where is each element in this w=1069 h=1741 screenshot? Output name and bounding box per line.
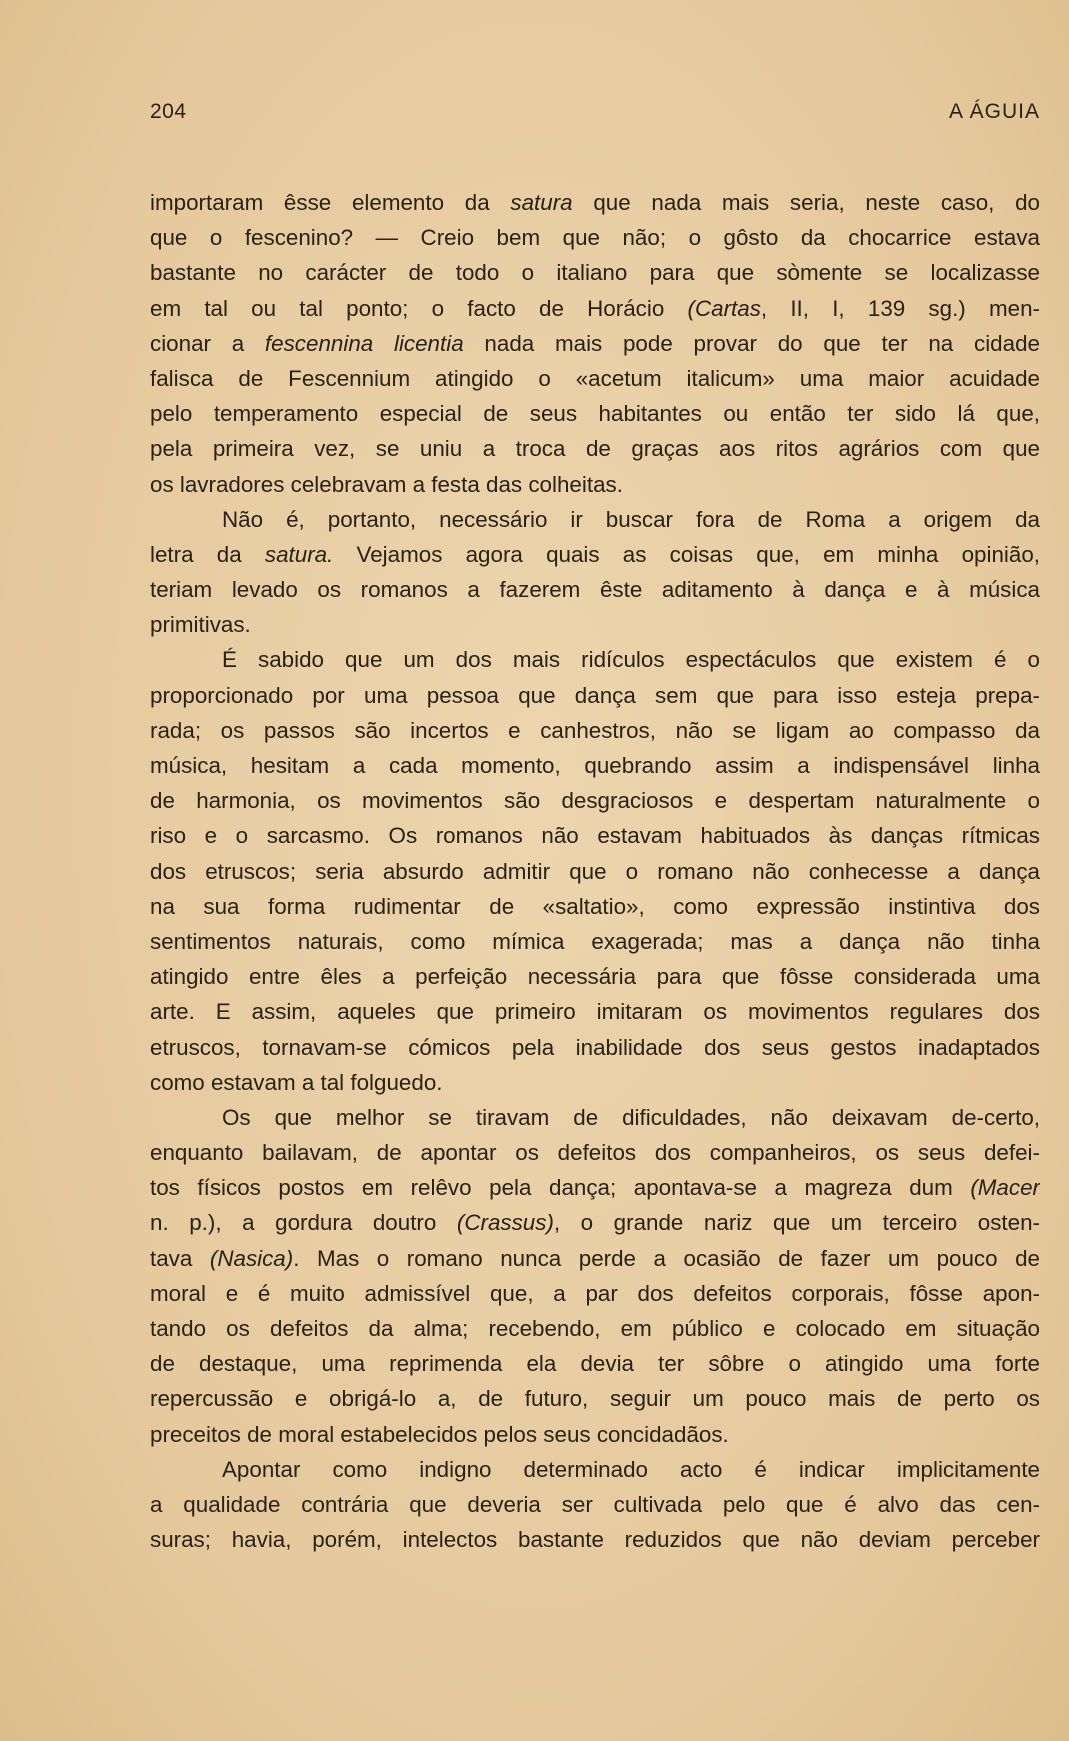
text-line <box>150 467 1040 502</box>
text-line <box>150 326 1040 361</box>
text-segment: enquanto bailavam, de apontar os defeitos dos companheiros, os seus defei- <box>150 1140 1040 1166</box>
italic-text: (Nasica) <box>209 1245 294 1271</box>
text-line <box>150 678 1040 713</box>
text-line <box>150 1205 1040 1240</box>
text-line <box>150 854 1040 889</box>
text-line <box>150 959 1040 994</box>
text-line <box>150 537 1040 572</box>
text-line <box>150 1311 1040 1346</box>
italic-text: fescennina licentia <box>264 330 464 356</box>
text-segment: primitivas. <box>150 612 251 638</box>
text-segment: de destaque, uma reprimenda ela devia ter sôbre o atingido uma forte <box>150 1351 1040 1377</box>
italic-text: satura <box>510 190 573 215</box>
text-segment: proporcionado por uma pessoa que dança sem que para isso esteja prepa- <box>150 682 1040 708</box>
text-line <box>150 361 1040 396</box>
text-segment: É sabido que um dos mais ridículos espectáculos que existem é o <box>222 647 1040 673</box>
text-segment: moral e é muito admissível que, a par dos defeitos corporais, fôsse apon- <box>150 1280 1040 1306</box>
text-segment: dos etruscos; seria absurdo admitir que o romano não conhecesse a dança <box>150 858 1040 884</box>
text-segment: letra da <box>150 541 265 567</box>
text-segment: importaram êsse elemento da <box>150 190 511 215</box>
text-line <box>150 1346 1040 1381</box>
text-segment: tando os defeitos da alma; recebendo, em público e colocado em situação <box>150 1316 1040 1341</box>
text-segment: Vejamos agora quais as coisas que, em minha opinião, <box>333 541 1040 567</box>
text-line <box>150 642 1040 677</box>
page-header <box>150 100 1040 130</box>
text-segment: a qualidade contrária que deveria ser cultivada pelo que é alvo das cen- <box>150 1491 1040 1517</box>
text-segment: tos físicos postos em relêvo pela dança; apontava-se a magreza dum <box>150 1175 971 1201</box>
text-segment: bastante no carácter de todo o italiano para que sòmente se localizasse <box>150 260 1040 286</box>
text-segment: . Mas o romano nunca perde a ocasião de fazer um pouco de <box>293 1245 1040 1271</box>
text-line <box>150 783 1040 818</box>
text-segment: tava <box>150 1245 210 1271</box>
text-line <box>150 607 1040 642</box>
text-line <box>150 502 1040 537</box>
text-segment: , II, I, 139 sg.) men- <box>760 295 1040 321</box>
text-segment: que nada mais seria, neste caso, do <box>572 190 1040 215</box>
text-line <box>150 889 1040 924</box>
text-segment: nada mais pode provar do que ter na cidade <box>463 330 1040 356</box>
text-segment: em tal ou tal ponto; o facto de Horácio <box>150 295 688 321</box>
text-line <box>150 1030 1040 1065</box>
text-segment: Não é, portanto, necessário ir buscar fora de Roma a origem da <box>222 506 1040 532</box>
text-segment: etruscos, tornavam-se cómicos pela inabilidade dos seus gestos inadaptados <box>150 1034 1040 1060</box>
text-line <box>150 1065 1040 1100</box>
text-segment: , o grande nariz que um terceiro osten- <box>553 1210 1040 1236</box>
italic-text: (Macer <box>970 1175 1040 1201</box>
text-line <box>150 1241 1040 1276</box>
text-segment: como estavam a tal folguedo. <box>150 1069 443 1095</box>
page-number: 204 <box>150 100 187 123</box>
text-line <box>150 748 1040 783</box>
text-segment: rada; os passos são incertos e canhestros, não se ligam ao compasso da <box>150 717 1040 743</box>
text-segment: sentimentos naturais, como mímica exagerada; mas a dança não tinha <box>150 928 1040 954</box>
text-segment: Apontar como indigno determinado acto é indicar implicitamente <box>222 1456 1040 1482</box>
text-segment: repercussão e obrigá-lo a, de futuro, seguir um pouco mais de perto os <box>150 1386 1040 1412</box>
text-line <box>150 1170 1040 1205</box>
text-segment: cionar a <box>150 330 265 356</box>
text-line <box>150 1452 1040 1487</box>
italic-text: (Crassus) <box>456 1210 554 1236</box>
text-line <box>150 220 1040 255</box>
text-line <box>150 713 1040 748</box>
italic-text: satura. <box>264 541 334 567</box>
body-text <box>150 185 1040 1557</box>
text-segment: de harmonia, os movimentos são desgraciosos e despertam naturalmente o <box>150 788 1040 814</box>
running-title: A ÁGUIA <box>948 100 1040 123</box>
text-segment: atingido entre êles a perfeição necessária para que fôsse considerada uma <box>150 964 1040 990</box>
text-line <box>150 255 1040 290</box>
text-segment: suras; havia, porém, intelectos bastante reduzidos que não deviam perceber <box>150 1527 1040 1553</box>
text-line <box>150 1135 1040 1170</box>
text-segment: n. p.), a gordura doutro <box>150 1210 457 1236</box>
text-line <box>150 1487 1040 1522</box>
text-segment: pelo temperamento especial de seus habitantes ou então ter sido lá que, <box>150 401 1040 427</box>
text-line <box>150 396 1040 431</box>
italic-text: (Cartas <box>687 295 761 321</box>
text-segment: riso e o sarcasmo. Os romanos não estavam habituados às danças rítmicas <box>150 823 1040 849</box>
text-segment: arte. E assim, aqueles que primeiro imitaram os movimentos regulares dos <box>150 999 1040 1025</box>
text-line <box>150 924 1040 959</box>
text-segment: na sua forma rudimentar de «saltatio», como expressão instintiva dos <box>150 893 1040 919</box>
text-segment: preceitos de moral estabelecidos pelos seus concidadãos. <box>150 1421 729 1447</box>
text-segment: os lavradores celebravam a festa das colheitas. <box>150 471 623 497</box>
text-line <box>150 291 1040 326</box>
text-line <box>150 1276 1040 1311</box>
text-line <box>150 994 1040 1029</box>
text-segment: música, hesitam a cada momento, quebrando assim a indispensável linha <box>150 753 1040 778</box>
text-line <box>150 1100 1040 1135</box>
text-line <box>150 431 1040 466</box>
text-segment: falisca de Fescennium atingido o «acetum italicum» uma maior acuidade <box>150 365 1040 391</box>
text-line <box>150 185 1040 220</box>
text-segment: pela primeira vez, se uniu a troca de graças aos ritos agrários com que <box>150 436 1040 462</box>
text-segment: teriam levado os romanos a fazerem êste aditamento à dança e à música <box>150 577 1040 603</box>
text-line <box>150 818 1040 853</box>
text-line <box>150 1381 1040 1416</box>
text-line <box>150 1522 1040 1557</box>
text-segment: que o fescenino? — Creio bem que não; o gôsto da chocarrice estava <box>150 225 1040 251</box>
text-line <box>150 1417 1040 1452</box>
text-line <box>150 572 1040 607</box>
text-segment: Os que melhor se tiravam de dificuldades, não deixavam de-certo, <box>222 1104 1040 1130</box>
